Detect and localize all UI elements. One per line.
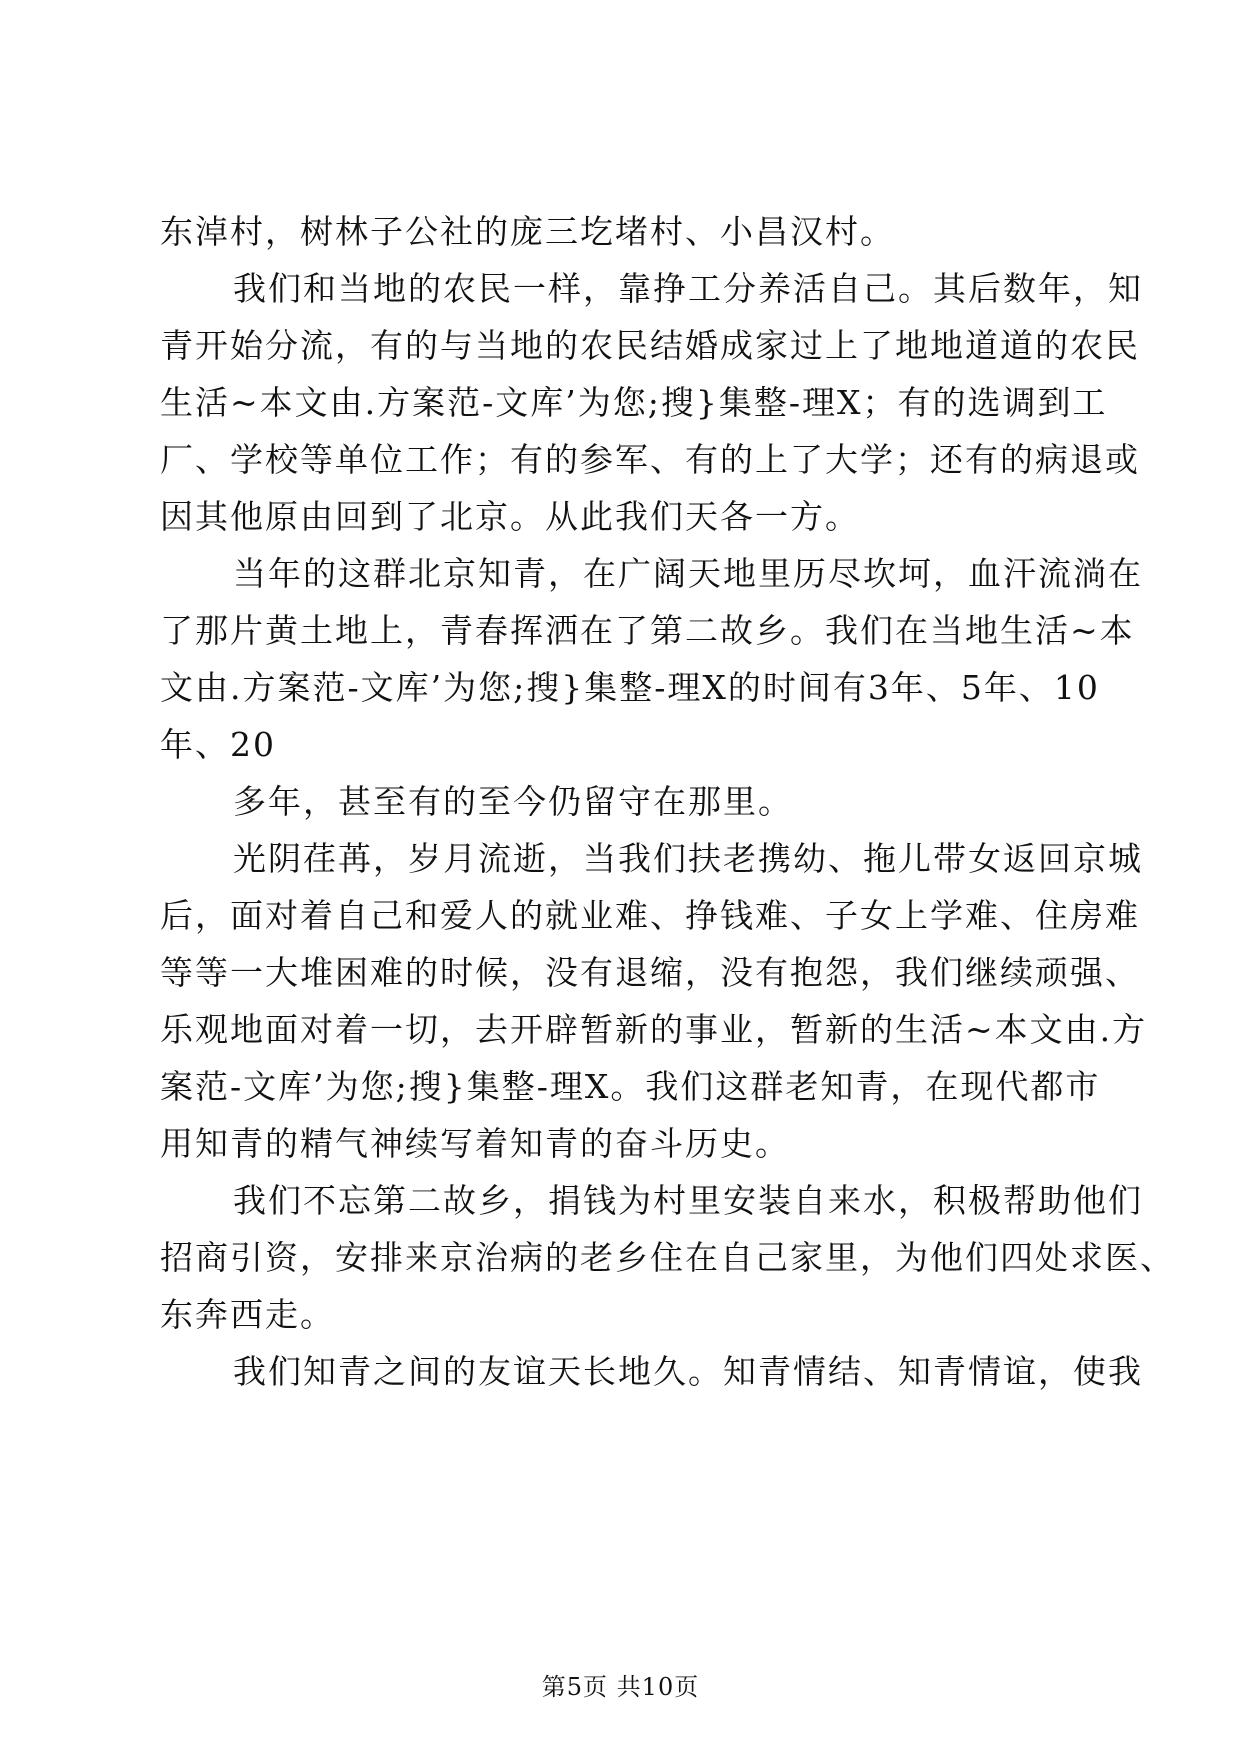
text-line-2: 我们和当地的农民一样，靠挣工分养活自己。其后数年，知 — [233, 269, 1143, 308]
text-line-9: 文由.方案范-文库’为您;搜}集整-理X的时间有3年、5年、10 — [160, 668, 1100, 707]
text-line-1: 东淖村，树林子公社的庞三圪堵村、小昌汉村。 — [160, 212, 895, 251]
text-line-10: 年、20 — [160, 725, 276, 764]
text-line-12: 光阴荏苒，岁月流逝，当我们扶老携幼、拖儿带女返回京城 — [233, 839, 1143, 878]
text-line-18: 我们不忘第二故乡，捐钱为村里安装自来水，积极帮助他们 — [233, 1181, 1143, 1220]
text-line-17: 用知青的精气神续写着知青的奋斗历史。 — [160, 1124, 790, 1163]
text-line-21: 我们知青之间的友谊天长地久。知青情结、知青情谊，使我 — [233, 1352, 1143, 1391]
text-line-3: 青开始分流，有的与当地的农民结婚成家过上了地地道道的农民 — [160, 326, 1140, 365]
text-line-6: 因其他原由回到了北京。从此我们天各一方。 — [160, 497, 860, 536]
text-line-4: 生活~本文由.方案范-文库’为您;搜}集整-理X；有的选调到工 — [160, 383, 1108, 422]
text-line-13: 后，面对着自己和爱人的就业难、挣钱难、子女上学难、住房难 — [160, 896, 1140, 935]
text-line-8: 了那片黄土地上，青春挥洒在了第二故乡。我们在当地生活~本 — [160, 611, 1135, 650]
text-line-7: 当年的这群北京知青，在广阔天地里历尽坎坷，血汗流淌在 — [233, 554, 1143, 593]
text-line-11: 多年，甚至有的至今仍留守在那里。 — [233, 782, 793, 821]
page-number-footer: 第5页 共10页 — [541, 1673, 700, 1701]
text-line-14: 等等一大堆困难的时候，没有退缩，没有抱怨，我们继续顽强、 — [160, 953, 1140, 992]
text-line-15: 乐观地面对着一切，去开辟暂新的事业，暂新的生活~本文由.方 — [160, 1010, 1148, 1049]
text-line-19: 招商引资，安排来京治病的老乡住在自己家里，为他们四处求医、 — [160, 1238, 1175, 1277]
text-line-5: 厂、学校等单位工作；有的参军、有的上了大学；还有的病退或 — [160, 440, 1140, 479]
text-line-16: 案范-文库’为您;搜}集整-理X。我们这群老知青，在现代都市 — [160, 1067, 1101, 1106]
text-line-20: 东奔西走。 — [160, 1295, 335, 1334]
